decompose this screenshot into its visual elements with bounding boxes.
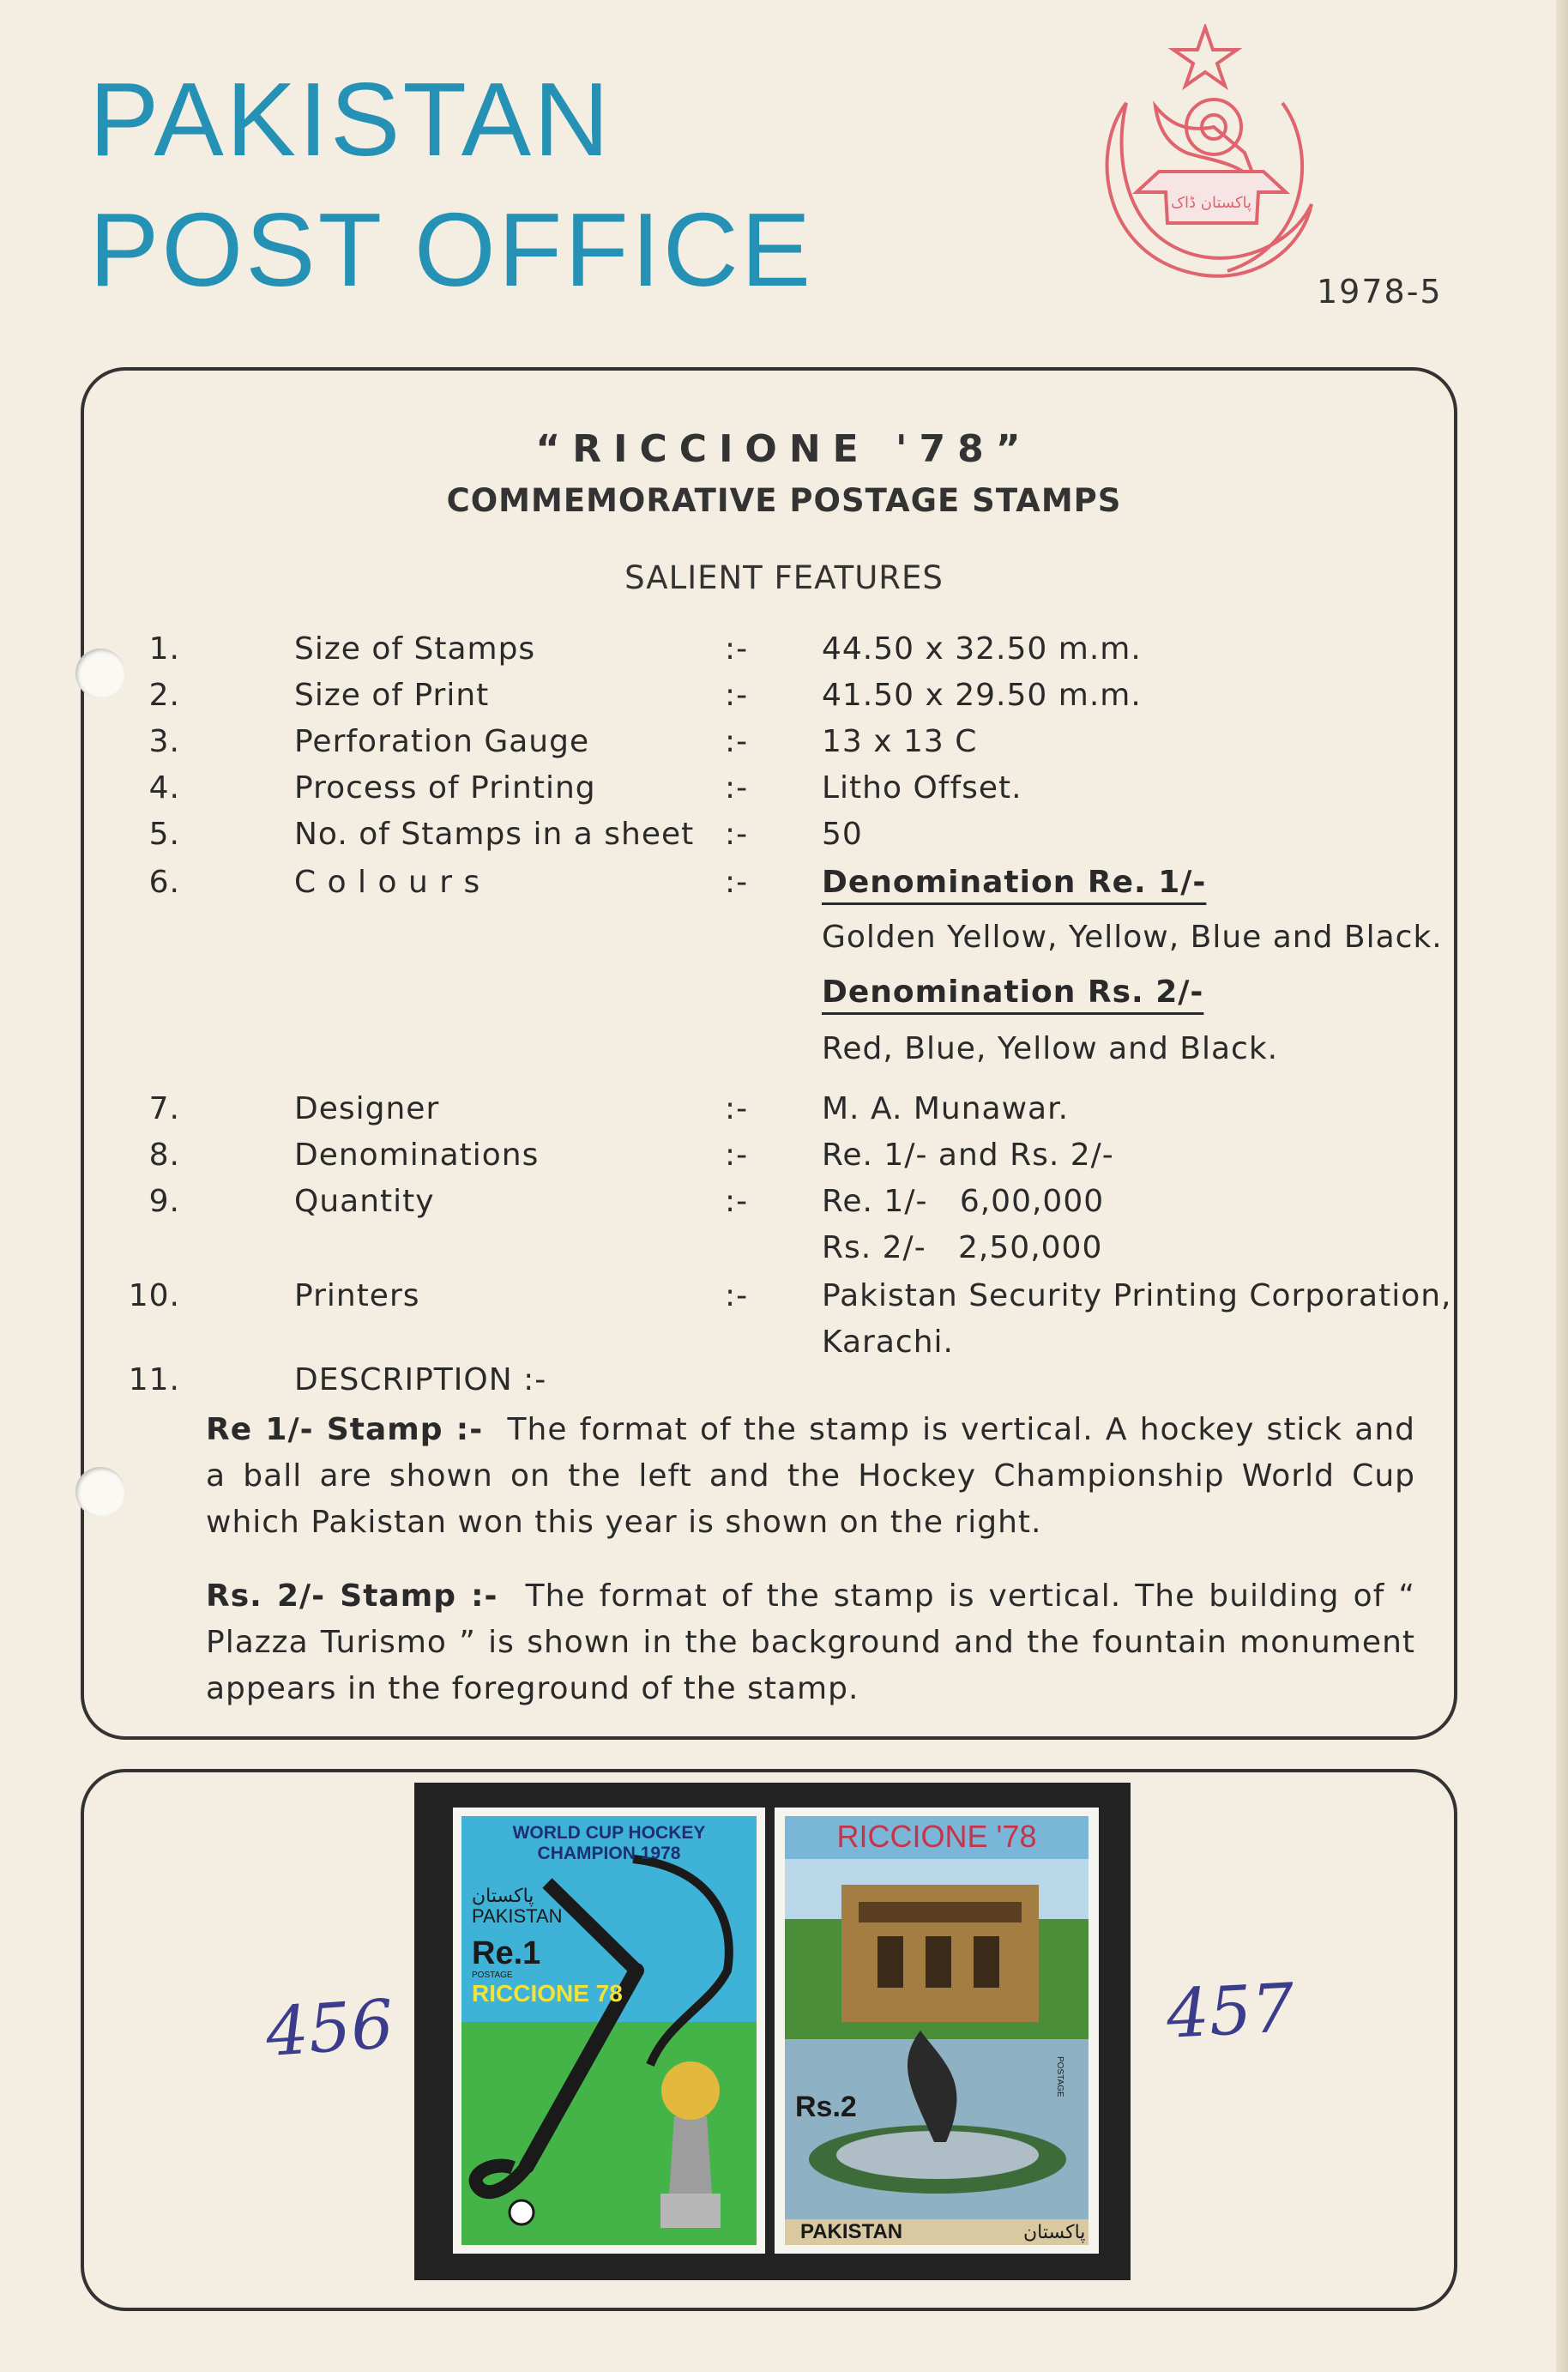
header-title-line1: PAKISTAN xyxy=(89,61,612,178)
description-rs2-label: Rs. 2/- Stamp :- xyxy=(206,1578,498,1614)
separator: :- xyxy=(725,1278,749,1313)
feature-label: C o l o u r s xyxy=(294,865,481,900)
feature-number: 3. xyxy=(148,724,180,759)
feature-label: Designer xyxy=(294,1091,440,1126)
feature-label: No. of Stamps in a sheet xyxy=(294,817,695,852)
feature-number: 10. xyxy=(128,1278,180,1313)
quantity-line-1 xyxy=(822,1184,1104,1219)
feature-label: Denominations xyxy=(294,1138,540,1173)
description-rs2-text: The format of the stamp is vertical. The building of “ Plazza Turismo ” is shown in the background and the fountain monument appears in the foreground of the stamp. xyxy=(206,1578,1415,1706)
description-re1-text: The format of the stamp is vertical. A hockey stick and a ball are shown on the left and the Hockey Championship World Cup which Pakistan won this year is shown on the right. xyxy=(206,1412,1415,1540)
quantity-denomination: Re. 1/- xyxy=(822,1184,928,1219)
quantity-value: 2,50,000 xyxy=(958,1230,1103,1265)
punch-hole-bottom xyxy=(75,1467,125,1517)
stamp-re1 xyxy=(453,1808,765,2254)
handwritten-catalogue-number-right: 457 xyxy=(1164,1970,1297,2054)
description-re1-label: Re 1/- Stamp :- xyxy=(206,1412,484,1447)
separator: :- xyxy=(725,1091,749,1126)
feature-number: 5. xyxy=(148,817,180,852)
feature-label: Perforation Gauge xyxy=(294,724,590,759)
header-title-line2: POST OFFICE xyxy=(89,191,814,308)
stamp-rs2 xyxy=(775,1808,1099,2254)
stamp-1-event: RICCIONE 78 xyxy=(472,1980,623,2007)
feature-value: 44.50 x 32.50 m.m. xyxy=(822,631,1142,667)
stamp-2-postage: POSTAGE xyxy=(1055,2056,1064,2097)
separator: :- xyxy=(725,770,749,806)
separator: :- xyxy=(725,724,749,759)
feature-value: Re. 1/- and Rs. 2/- xyxy=(822,1138,1114,1173)
feature-number: 7. xyxy=(148,1091,180,1126)
feature-value: Litho Offset. xyxy=(822,770,1022,806)
stamp-1-denomination: Re.1 xyxy=(472,1935,541,1971)
stamp-1-headline-2: CHAMPION 1978 xyxy=(537,1844,681,1863)
separator: :- xyxy=(725,1184,749,1219)
feature-label: Quantity xyxy=(294,1184,435,1219)
feature-number: 2. xyxy=(148,678,180,713)
denomination-2-heading: Denomination Rs. 2/- xyxy=(822,975,1204,1010)
description-rs2 xyxy=(206,1573,1415,1712)
subtitle: COMMEMORATIVE POSTAGE STAMPS xyxy=(446,482,1122,519)
stamp-2-urdu: پاکستان xyxy=(1023,2222,1086,2243)
feature-number: 9. xyxy=(148,1184,180,1219)
stamp-2-country: PAKISTAN xyxy=(800,2220,903,2243)
feature-label: Process of Printing xyxy=(294,770,596,806)
description-re1 xyxy=(206,1407,1415,1546)
stamp-1-urdu: پاکستان xyxy=(472,1886,534,1907)
denomination-2-colours: Red, Blue, Yellow and Black. xyxy=(822,1031,1279,1066)
feature-value: M. A. Munawar. xyxy=(822,1091,1070,1126)
stamp-1-headline: WORLD CUP HOCKEY xyxy=(512,1823,706,1843)
feature-label: Size of Print xyxy=(294,678,490,713)
event-title: “RICCIONE '78” xyxy=(535,427,1033,471)
feature-value: 13 x 13 C xyxy=(822,724,978,759)
stamp-1-postage: POSTAGE xyxy=(472,1971,513,1980)
issue-number: 1978-5 xyxy=(1317,273,1443,311)
quantity-line-2 xyxy=(822,1230,1102,1265)
feature-number: 8. xyxy=(148,1138,180,1173)
feature-value-cont: Karachi. xyxy=(822,1325,954,1360)
denomination-1-colours: Golden Yellow, Yellow, Blue and Black. xyxy=(822,920,1443,955)
separator: :- xyxy=(725,1138,749,1173)
stamp-1-country: PAKISTAN xyxy=(472,1905,563,1927)
quantity-denomination: Rs. 2/- xyxy=(822,1230,926,1265)
feature-number: 4. xyxy=(148,770,180,806)
stamp-2-denomination: Rs.2 xyxy=(795,2091,857,2123)
feature-label: Printers xyxy=(294,1278,420,1313)
quantity-value: 6,00,000 xyxy=(959,1184,1105,1219)
section-heading: SALIENT FEATURES xyxy=(624,559,944,596)
denomination-1-heading: Denomination Re. 1/- xyxy=(822,865,1207,900)
separator: :- xyxy=(725,631,749,667)
feature-label: Size of Stamps xyxy=(294,631,536,667)
feature-value: Pakistan Security Printing Corporation, xyxy=(822,1278,1452,1313)
feature-value: 50 xyxy=(822,817,863,852)
separator: :- xyxy=(725,817,749,852)
separator: :- xyxy=(725,865,749,900)
feature-label: DESCRIPTION :- xyxy=(294,1362,547,1397)
feature-number: 1. xyxy=(148,631,180,667)
paper-edge xyxy=(1556,0,1568,2372)
feature-number: 6. xyxy=(148,865,180,900)
feature-number: 11. xyxy=(128,1362,180,1397)
feature-value: 41.50 x 29.50 m.m. xyxy=(822,678,1142,713)
emblem-urdu-text: پاکستان ڈاک xyxy=(1170,194,1252,212)
pakistan-post-emblem-icon xyxy=(1076,24,1334,299)
separator: :- xyxy=(725,678,749,713)
handwritten-catalogue-number-left: 456 xyxy=(263,1985,396,2073)
stamp-2-headline: RICCIONE '78 xyxy=(836,1819,1037,1854)
